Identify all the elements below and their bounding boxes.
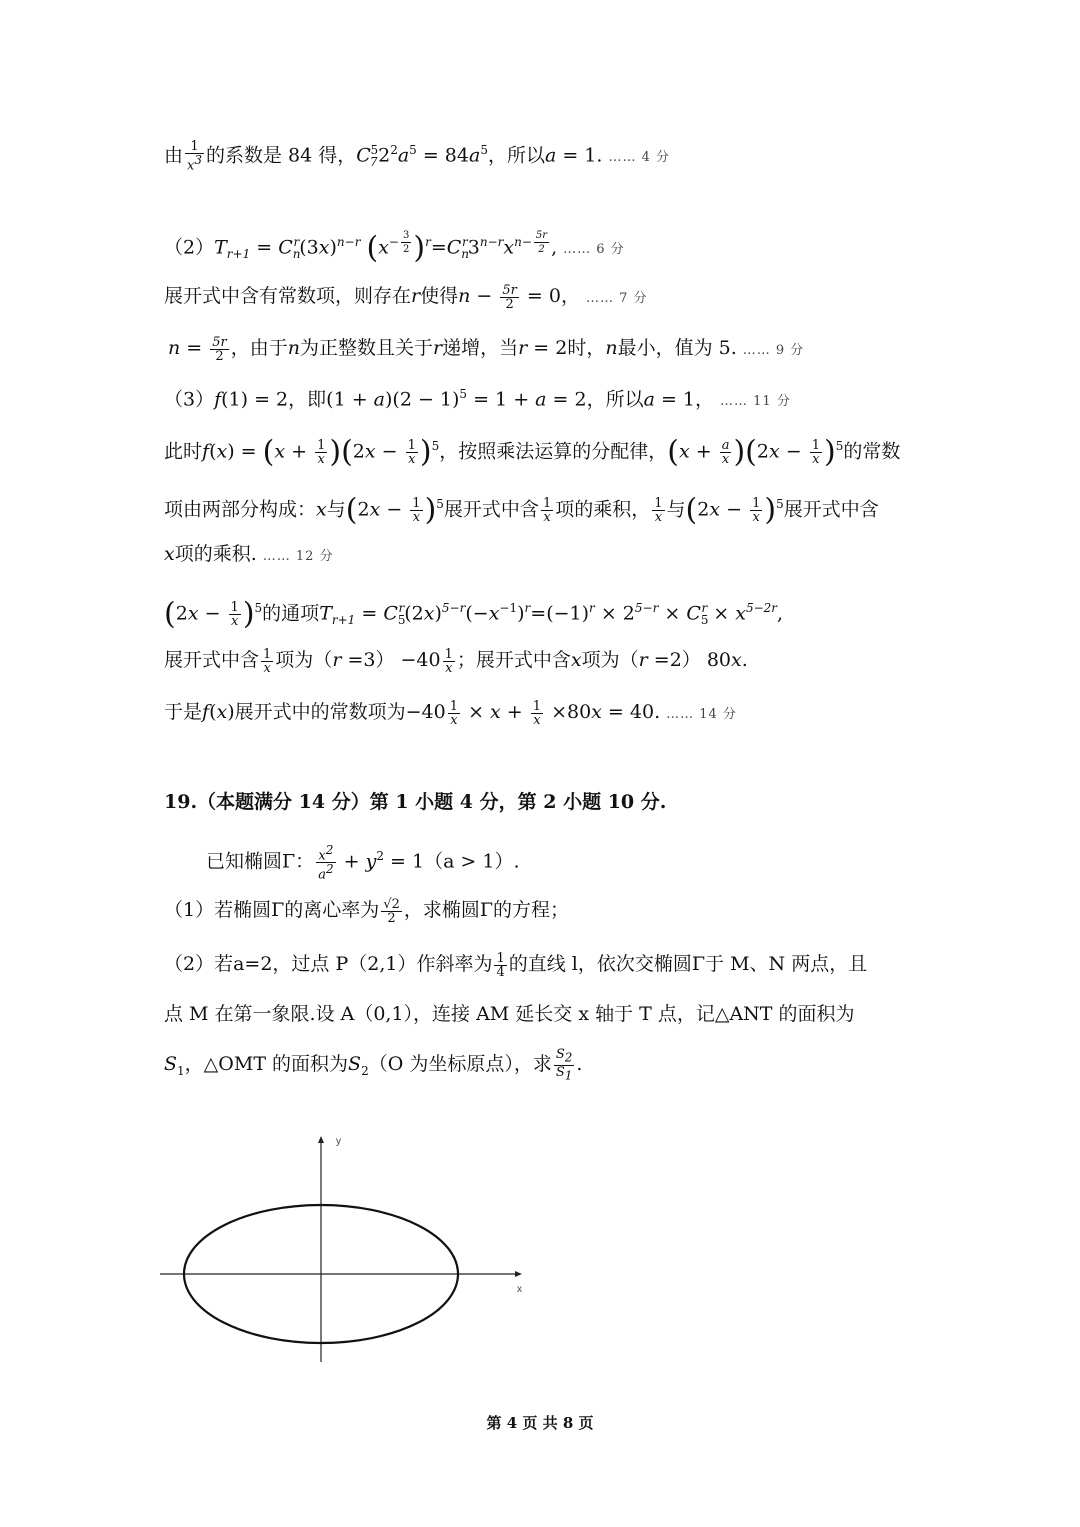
solution-line-4: n = $\frac{5r}{2}$ ，由于n为正整数且关于r递增，当r = 2时，n最小，值为 5. …… 9 分 [168, 334, 805, 364]
q19-given: 已知椭圆Γ： $\frac{x^2}{a^2}$ + $y^2 = 1(a > 1)$. [206, 842, 520, 883]
q19-part2-line3: $S_1$，△OMT 的面积为$S_2(O$ 为坐标原点），求 $\frac{S_2}{S_1}$ . [164, 1047, 583, 1083]
solution-line-3: 展开式中含有常数项，则存在r使得n − $\frac{5r}{2}$ = 0， …… 7 分 [164, 282, 648, 312]
x-axis-arrow [515, 1271, 522, 1277]
q19-part2-line2: 点 M 在第一象限.设 A（0,1），连接 AM 延长交 x 轴于 T 点，记△ANT 的面积为 [164, 1003, 855, 1025]
solution-line-10: 展开式中含 $\frac{1}{x}$ 项为（r =3） −40 $\frac{1}{x}$ ；展开式中含x项为（r =2） 80x. [164, 646, 748, 676]
solution-line-6: 此时f(x) = (x + $\frac{1}{x}$ )(2x − $\frac{1}{x}$ )$^5$，按照乘法运算的分配律，(x + $\frac{a}{x}$ )(2x − $\frac{1}{x}$ )$^5$的常数 [164, 434, 901, 470]
ellipse-figure [160, 1130, 540, 1374]
x-axis-label: x [517, 1284, 522, 1295]
q19-part2-line1: （2）若a=2，过点 P（2,1）作斜率为 $\frac{1}{4}$ 的直线 l，依次交椭圆Γ于 M、N 两点，且 [164, 950, 868, 980]
solution-line-7: 项由两部分构成：x与(2x − $\frac{1}{x}$ )$^5$展开式中含 $\frac{1}{x}$ 项的乘积， $\frac{1}{x}$ 与(2x − $\frac{1}{x}$ )$^5$展开式中含 [164, 492, 879, 528]
q19-heading: 19.（本题满分 14 分）第 1 小题 4 分，第 2 小题 10 分. [164, 791, 667, 813]
solution-line-8: x项的乘积. …… 12 分 [164, 543, 334, 565]
q19-part1: （1）若椭圆Γ的离心率为 $\frac{√2}{2}$ ，求椭圆Γ的方程； [164, 896, 570, 926]
y-axis-arrow [318, 1136, 324, 1143]
page-footer: 第 4 页 共 8 页 [486, 1414, 594, 1432]
solution-line-11: 于是f(x)展开式中的常数项为−40 $\frac{1}{x}$ × x + $\frac{1}{x}$ ×80x = 40. …… 14 分 [164, 698, 737, 728]
y-axis-label: y [336, 1136, 341, 1147]
solution-line-2: $(2)T_{r+1} = C_n^r(3x)^{n-r}$ ($x^{- \frac{3}{2}}$ )$^r=C_n^r3^{n-r}x^{n- \frac{5r}{2}}$ , …… 6 分 [164, 230, 625, 266]
solution-line-1: 由 $\frac{1}{x^3}$ 的系数是 84 得，$C_7^52^2a^5 = 84a^5$，所以a = 1. …… 4 分 [164, 139, 670, 174]
solution-line-9: (2x − $\frac{1}{x}$ )$^5$的通项$T_{r+1} = C_5^r(2x)^{5-r}(-x^{-1})^r=(-1)^r \times 2^{5-r} \times C_5^r \times x^{5-2r}$, [164, 596, 784, 632]
solution-line-5: （3）f(1) = 2，即$(1 + a)(2 - 1)^5 = 1 + a = 2$，所以a = 1， …… 11 分 [164, 387, 791, 411]
